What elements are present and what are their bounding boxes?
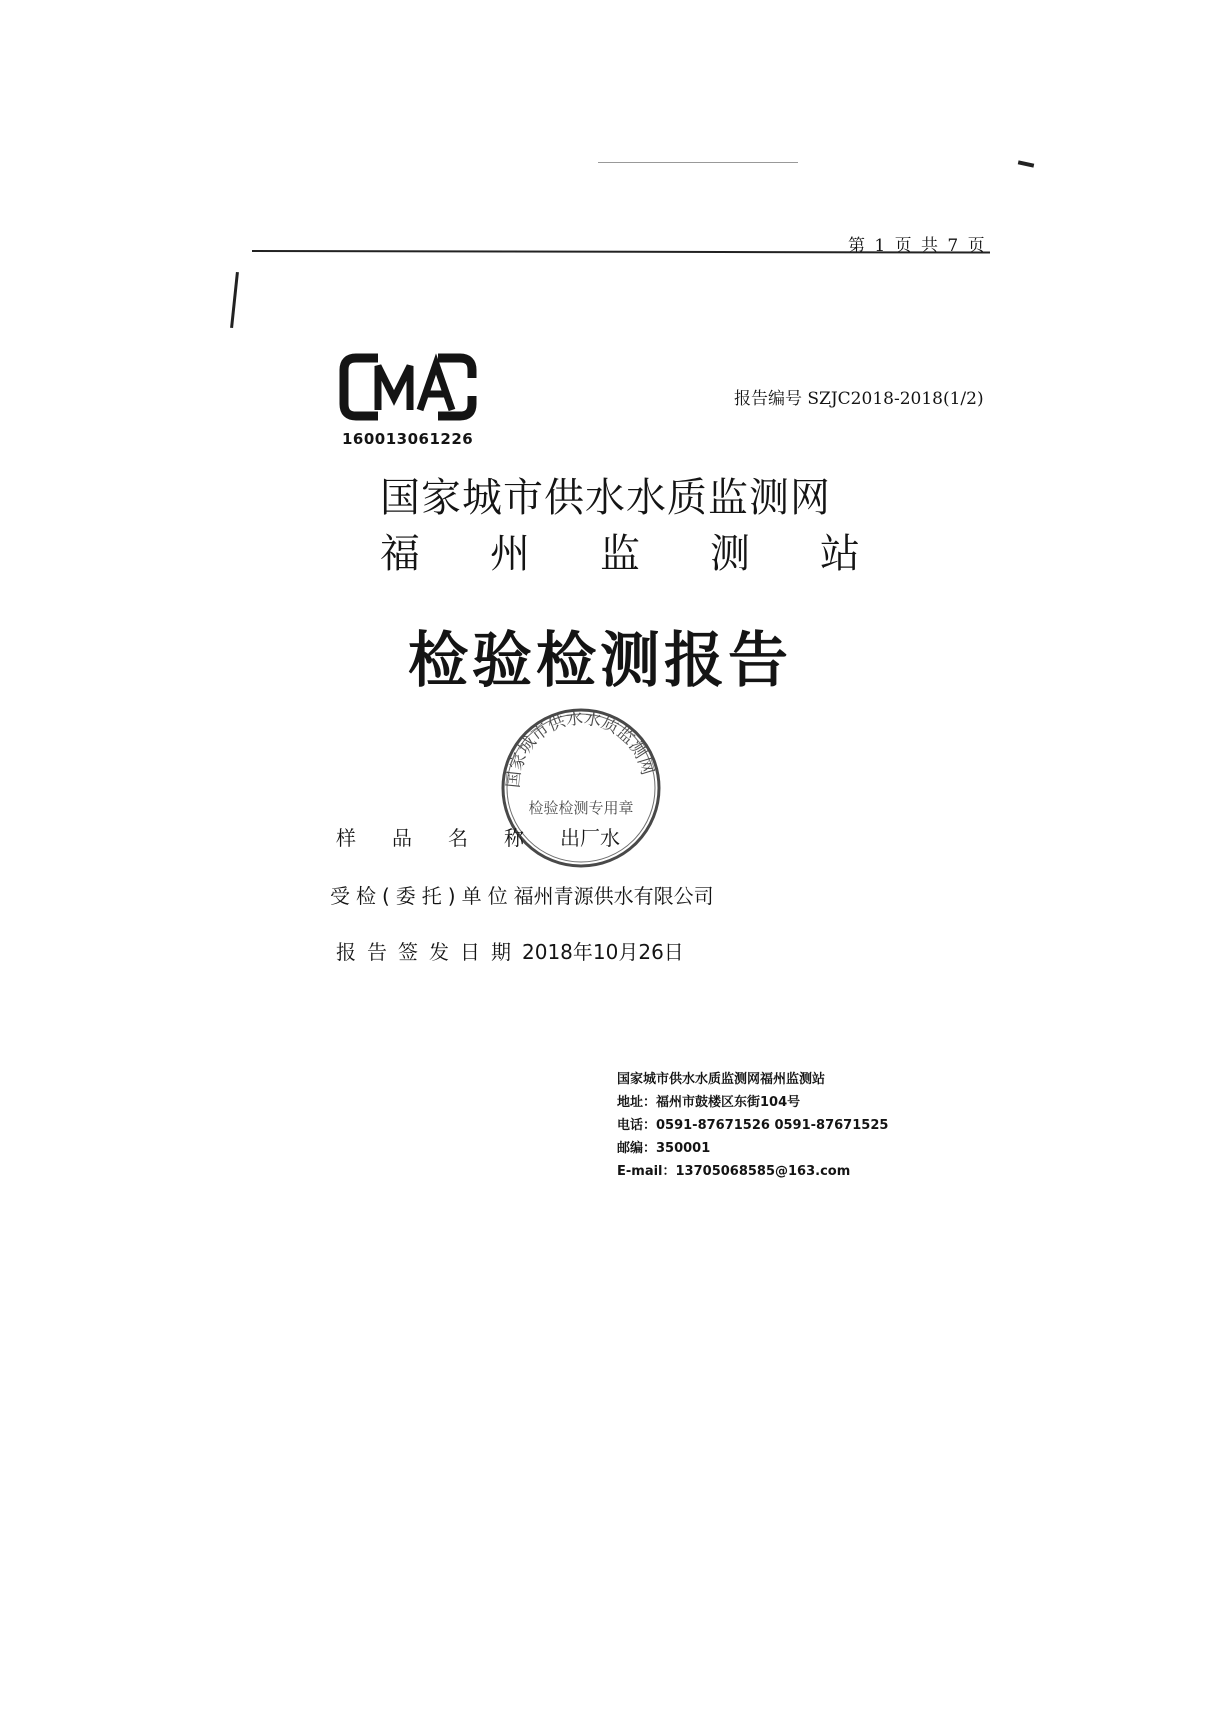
station-name-char: 测 <box>710 531 750 577</box>
scan-artifact-bracket <box>230 272 239 328</box>
report-number-value: SZJC2018-2018(1/2) <box>807 389 984 409</box>
contact-postcode: 邮编：350001 <box>617 1141 711 1156</box>
contact-info <box>617 1068 888 1183</box>
contact-org: 国家城市供水水质监测网福州监测站 <box>617 1072 826 1087</box>
scan-artifact-corner <box>1018 160 1034 167</box>
contact-phone: 电话：0591-87671526 0591-87671525 <box>617 1118 889 1133</box>
scan-artifact-top <box>598 162 798 163</box>
sample-name-row <box>336 822 620 851</box>
sample-name-value: 出厂水 <box>560 826 620 850</box>
organization-name: 国家城市供水水质监测网 <box>380 475 831 521</box>
issue-date-row <box>336 936 684 965</box>
sample-name-label: 样品名称 <box>336 826 560 850</box>
cma-logo-icon <box>338 348 478 443</box>
station-name-char: 站 <box>820 531 860 577</box>
svg-text:检验检测专用章: 检验检测专用章 <box>528 799 634 817</box>
station-name <box>380 522 860 579</box>
page-counter: 第 1 页 共 7 页 <box>848 236 987 256</box>
cma-certificate-number: 160013061226 <box>342 430 474 448</box>
document-title: 检验检测报告 <box>408 626 792 696</box>
client-row <box>330 880 714 909</box>
station-name-char: 福 <box>380 531 420 577</box>
issue-date-label: 报告签发日期 <box>336 940 522 964</box>
client-label: 受检(委托)单位 <box>330 884 514 908</box>
header-rule <box>252 250 990 254</box>
client-value: 福州青源供水有限公司 <box>513 884 714 908</box>
station-name-char: 监 <box>600 531 640 577</box>
report-number-label: 报告编号 <box>734 389 802 409</box>
issue-date-value: 2018年10月26日 <box>522 940 684 964</box>
station-name-char: 州 <box>490 531 530 577</box>
contact-email: E-mail：13705068585@163.com <box>617 1164 851 1179</box>
report-number <box>734 384 984 409</box>
contact-address: 地址：福州市鼓楼区东街104号 <box>617 1095 801 1110</box>
svg-text:国家城市供水水质监测网: 国家城市供水水质监测网 <box>503 708 658 789</box>
